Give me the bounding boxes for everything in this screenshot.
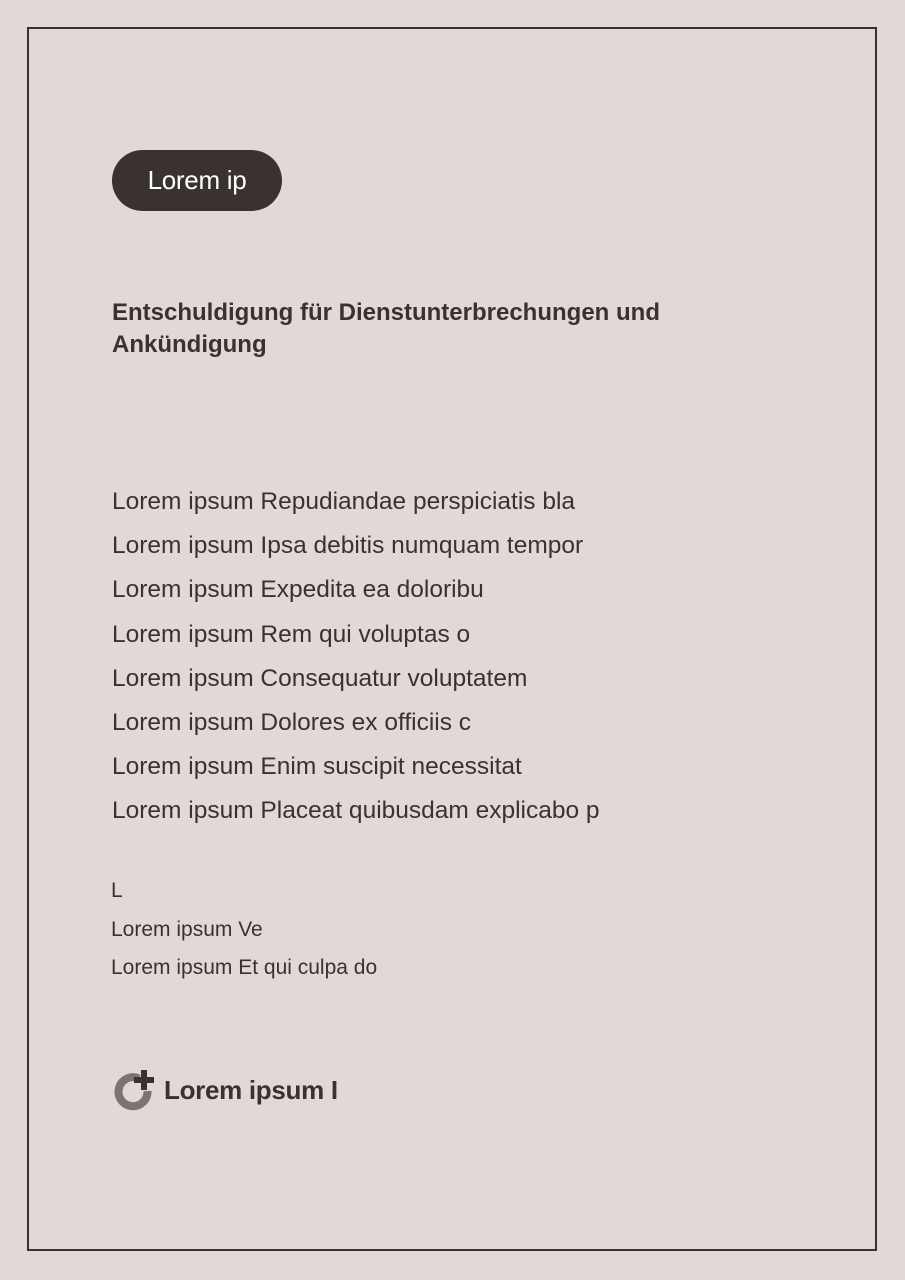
body-line: Lorem ipsum Dolores ex officiis c [112, 709, 472, 737]
body-line: Lorem ipsum Rem qui voluptas o [112, 620, 471, 648]
body-line: Lorem ipsum Ipsa debitis numquam tempor [112, 532, 584, 560]
brand-logo-icon [112, 1068, 156, 1112]
body-line: Lorem ipsum Placeat quibusdam explicabo p [112, 797, 600, 825]
brand-logo [112, 1068, 338, 1112]
category-badge [112, 150, 282, 211]
body-line: Lorem ipsum Enim suscipit necessitat [112, 753, 522, 781]
signature-line: Lorem ipsum Ve [111, 917, 263, 941]
signature-line: Lorem ipsum Et qui culpa do [111, 956, 378, 979]
body-line: Lorem ipsum Consequatur voluptatem [112, 664, 528, 692]
body-line: Lorem ipsum Expedita ea doloribu [112, 576, 484, 604]
notice-title: Entschuldigung für Dienstunterbrechungen und Ankündigung [112, 299, 660, 358]
notice-body [112, 480, 600, 834]
category-badge-label: Lorem ip [147, 165, 247, 195]
signature-line: L [111, 879, 123, 902]
signature-block [111, 872, 377, 988]
body-line: Lorem ipsum Repudiandae perspiciatis bla [112, 488, 576, 515]
brand-name: Lorem ipsum I [164, 1074, 338, 1105]
